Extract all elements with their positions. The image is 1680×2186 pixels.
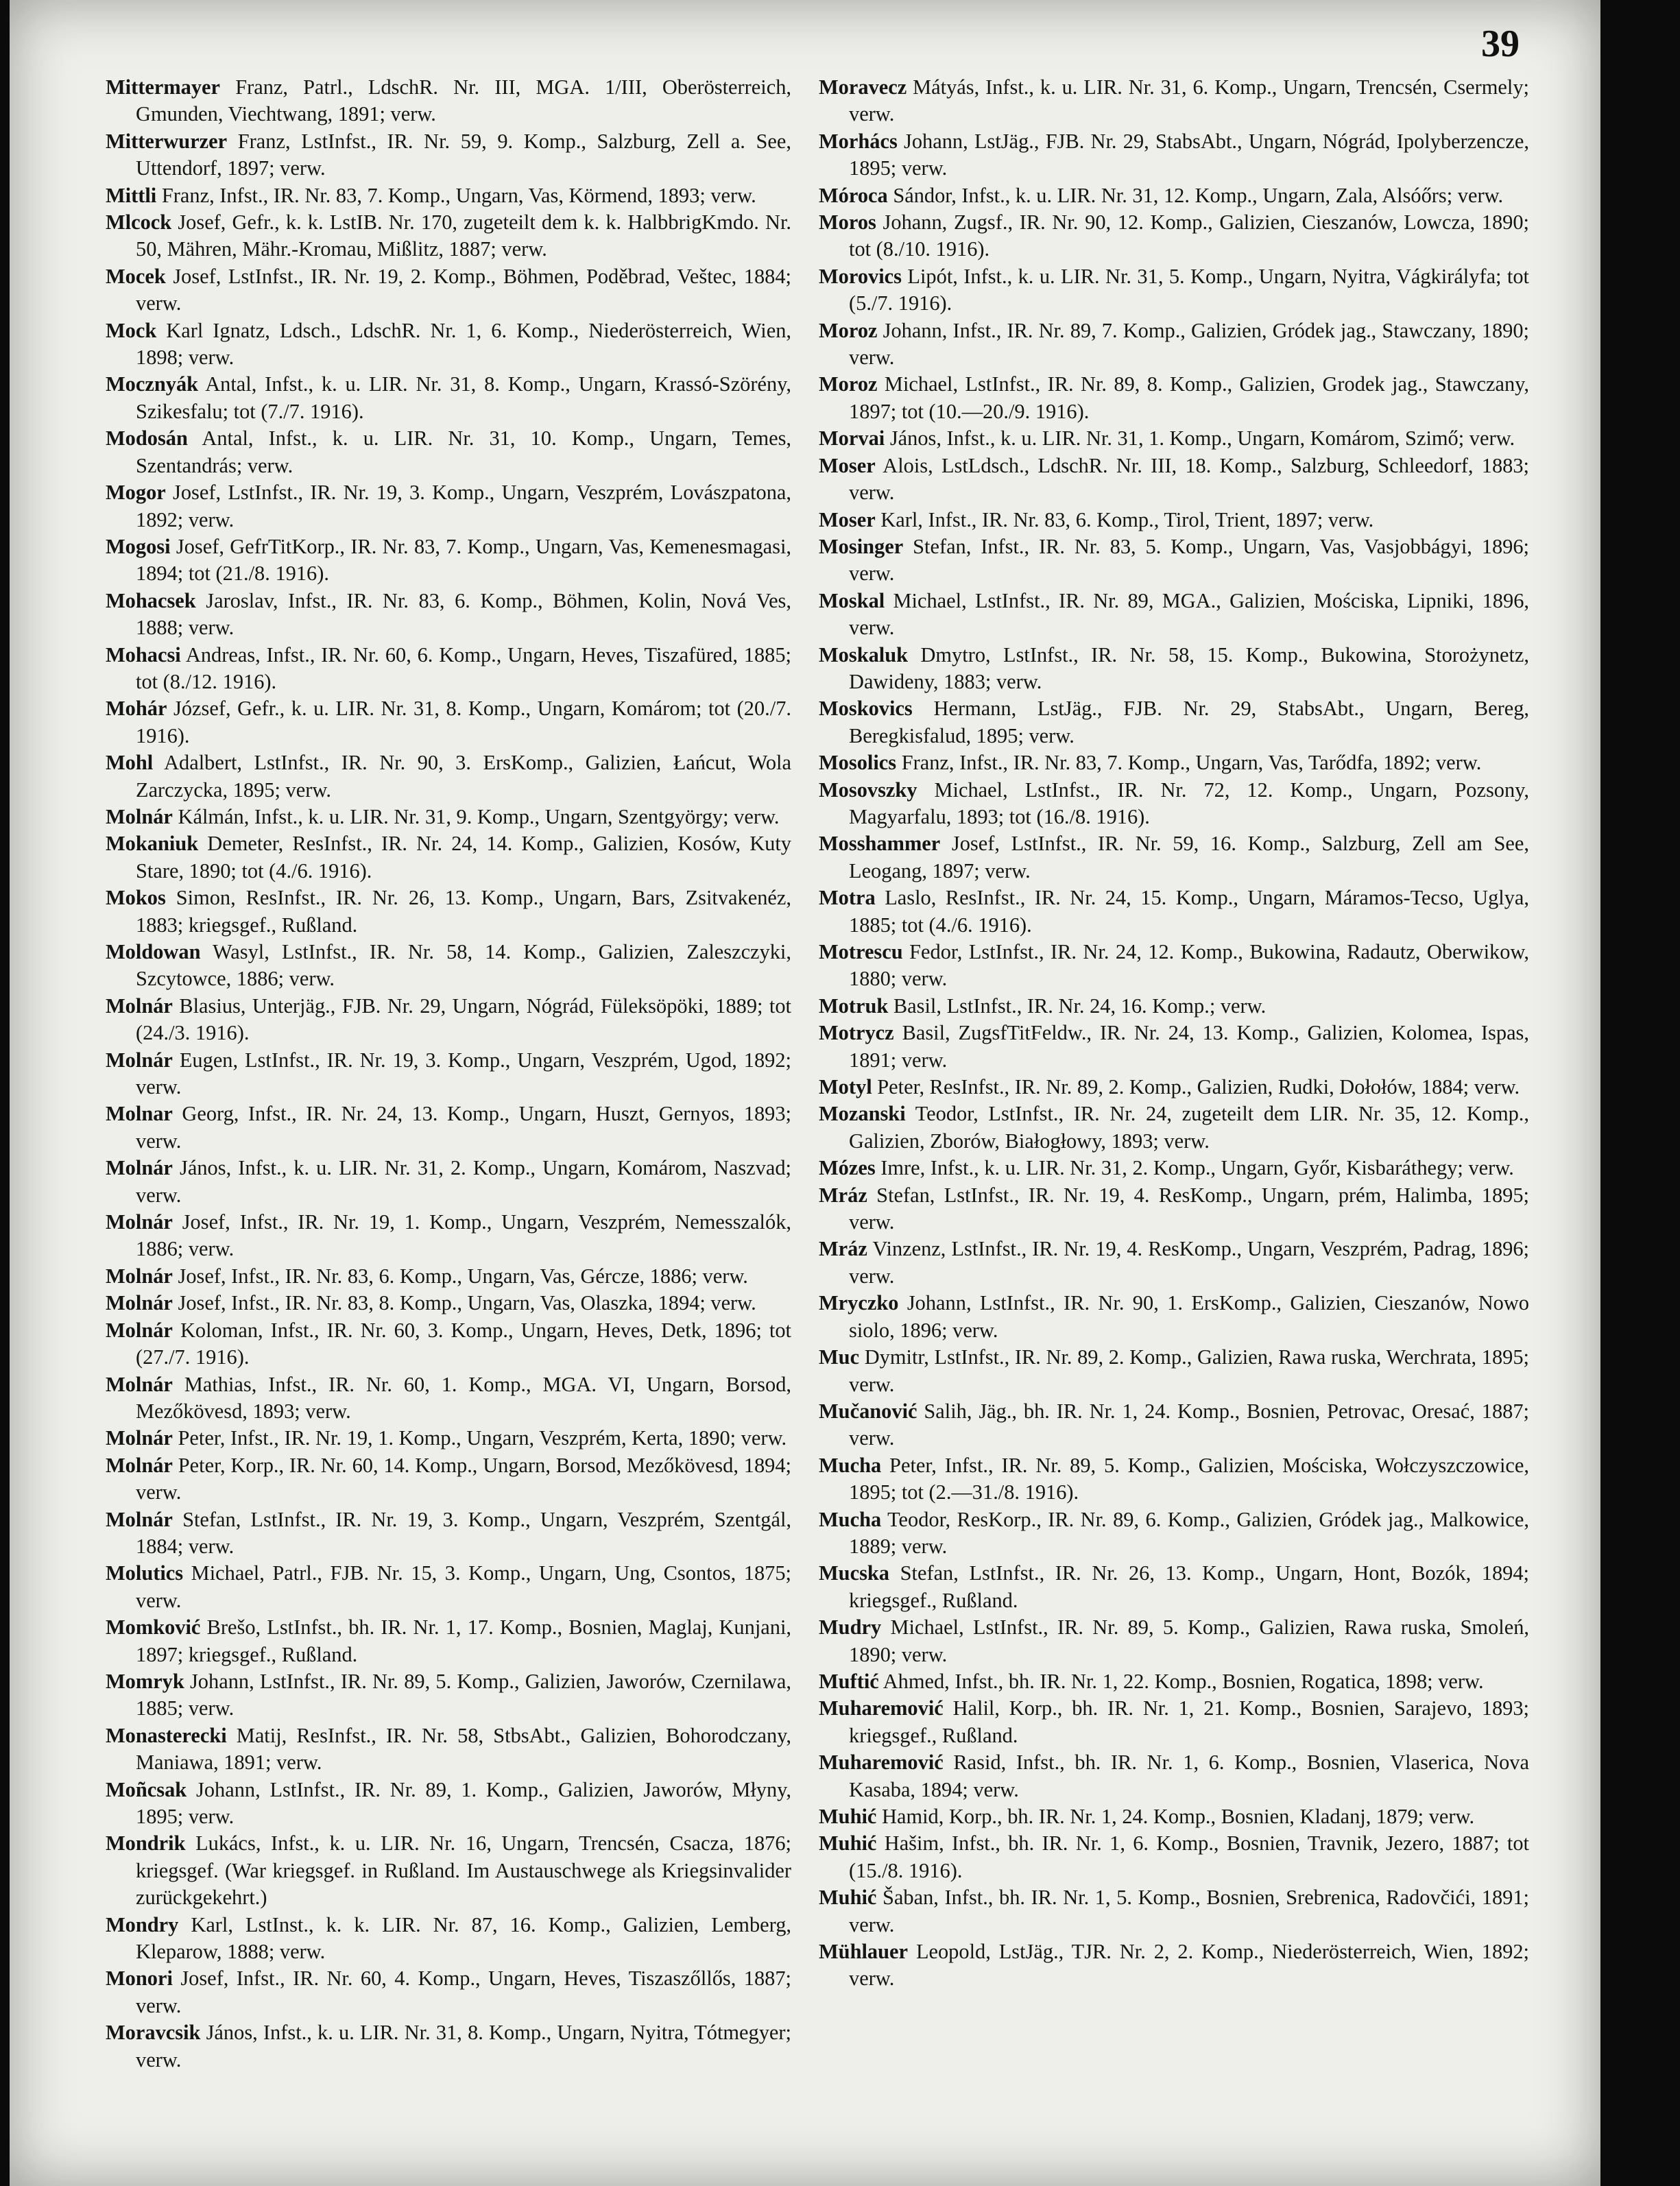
- list-entry: [819, 453, 1529, 507]
- list-entry: [106, 804, 791, 830]
- list-entry: [819, 695, 1529, 749]
- list-entry: [106, 1047, 791, 1101]
- entry-details: Josef, LstInfst., IR. Nr. 59, 16. Komp., Salzburg, Zell am See, Leogang, 1897; verw.: [849, 832, 1529, 882]
- entry-surname: Motyl: [819, 1075, 872, 1099]
- list-entry: [819, 1938, 1529, 1993]
- entry-details: Peter, Infst., IR. Nr. 89, 5. Komp., Galizien, Mościska, Wołczyszczowice, 1895; tot (2.—31./8. 1916).: [849, 1453, 1529, 1504]
- entry-details: Andreas, Infst., IR. Nr. 60, 6. Komp., Ungarn, Heves, Tiszafüred, 1885; tot (8./12. 1916).: [136, 642, 791, 693]
- list-entry: [106, 885, 791, 939]
- list-entry: [819, 128, 1529, 182]
- list-entry: [819, 1560, 1529, 1614]
- entry-surname: Mučanović: [819, 1399, 917, 1423]
- entry-details: Franz, Infst., IR. Nr. 83, 7. Komp., Ungarn, Vas, Körmend, 1893; verw.: [161, 183, 756, 207]
- list-entry: [819, 317, 1529, 372]
- entry-details: Josef, Infst., IR. Nr. 83, 6. Komp., Ungarn, Vas, Gércze, 1886; verw.: [178, 1264, 748, 1288]
- entry-details: Sándor, Infst., k. u. LIR. Nr. 31, 12. Komp., Ungarn, Zala, Alsóőrs; verw.: [893, 183, 1504, 207]
- entry-surname: Mlcock: [106, 211, 172, 235]
- list-entry: [106, 1722, 791, 1777]
- list-entry: [819, 1884, 1529, 1938]
- list-entry: [106, 1506, 791, 1561]
- entry-details: Josef, GefrTitKorp., IR. Nr. 83, 7. Komp., Ungarn, Vas, Kemenesmagasi, 1894; tot (21./8. 1916).: [136, 534, 791, 586]
- list-entry: [819, 885, 1529, 939]
- entry-details: Eugen, LstInfst., IR. Nr. 19, 3. Komp., Ungarn, Veszprém, Ugod, 1892; verw.: [136, 1048, 791, 1099]
- entry-surname: Moroz: [819, 318, 878, 342]
- entry-surname: Mittermayer: [106, 75, 221, 99]
- list-entry: [819, 1020, 1529, 1074]
- entry-surname: Molnar: [106, 1102, 173, 1126]
- entry-details: Michael, LstInfst., IR. Nr. 89, MGA., Galizien, Mościska, Lipniki, 1896, verw.: [849, 588, 1529, 640]
- entry-surname: Mogosi: [106, 534, 171, 558]
- list-entry: [819, 588, 1529, 642]
- entry-details: Johann, Infst., IR. Nr. 89, 7. Komp., Galizien, Gródek jag., Stawczany, 1890; verw.: [849, 318, 1529, 370]
- entry-surname: Mokaniuk: [106, 832, 199, 856]
- entry-details: Simon, ResInfst., IR. Nr. 26, 13. Komp., Ungarn, Bars, Zsitvakenéz, 1883; kriegsgef., Rußland.: [136, 886, 791, 937]
- list-entry: [819, 1830, 1529, 1884]
- list-entry: [106, 1101, 791, 1155]
- entry-surname: Molnár: [106, 1291, 173, 1315]
- list-entry: [106, 74, 791, 128]
- entry-surname: Mondrik: [106, 1831, 186, 1855]
- entry-details: Lipót, Infst., k. u. LIR. Nr. 31, 5. Komp., Ungarn, Nyitra, Vágkirályfa; tot (5./7. 1916).: [849, 264, 1529, 315]
- entry-details: Kálmán, Infst., k. u. LIR. Nr. 31, 9. Komp., Ungarn, Szentgyörgy; verw.: [178, 804, 780, 828]
- entry-details: Wasyl, LstInfst., IR. Nr. 58, 14. Komp., Galizien, Zaleszczyki, Szcytowce, 1886; verw.: [136, 940, 791, 991]
- entry-surname: Moskaluk: [819, 642, 909, 666]
- entry-details: Stefan, Infst., IR. Nr. 83, 5. Komp., Ungarn, Vas, Vasjobbágyi, 1896; verw.: [849, 534, 1529, 586]
- entry-details: Johann, LstInfst., IR. Nr. 90, 1. ErsKomp., Galizien, Cieszanów, Nowo siolo, 1896; verw.: [849, 1291, 1529, 1342]
- list-entry: [106, 588, 791, 642]
- entry-details: Adalbert, LstInfst., IR. Nr. 90, 3. ErsKomp., Galizien, Łańcut, Wola Zarczycka, 1895; verw.: [136, 751, 791, 802]
- entry-details: Michael, LstInfst., IR. Nr. 89, 5. Komp., Galizien, Rawa ruska, Smoleń, 1890; verw.: [849, 1616, 1529, 1666]
- list-entry: [819, 1101, 1529, 1155]
- entry-surname: Motruk: [819, 994, 889, 1018]
- entry-surname: Molnár: [106, 994, 173, 1018]
- entry-surname: Mózes: [819, 1156, 876, 1180]
- entry-details: Stefan, LstInfst., IR. Nr. 19, 3. Komp., Ungarn, Veszprém, Szentgál, 1884; verw.: [136, 1507, 791, 1558]
- entry-details: Josef, Infst., IR. Nr. 60, 4. Komp., Ungarn, Heves, Tiszaszőllős, 1887; verw.: [136, 1967, 791, 2017]
- entry-details: Johann, LstInfst., IR. Nr. 89, 5. Komp., Galizien, Jaworów, Czernilawa, 1885; verw.: [136, 1669, 791, 1720]
- list-entry: [106, 1263, 791, 1290]
- entry-surname: Molnár: [106, 1156, 173, 1180]
- list-entry: [819, 1668, 1529, 1695]
- entry-surname: Mühlauer: [819, 1940, 909, 1964]
- entry-surname: Mitterwurzer: [106, 129, 228, 153]
- entry-details: Antal, Infst., k. u. LIR. Nr. 31, 10. Komp., Ungarn, Temes, Szentandrás; verw.: [136, 427, 791, 477]
- entry-surname: Mosovszky: [819, 778, 917, 802]
- entry-surname: Momković: [106, 1616, 201, 1640]
- entry-details: Šaban, Infst., bh. IR. Nr. 1, 5. Komp., Bosnien, Srebrenica, Radovčići, 1891; verw.: [849, 1886, 1529, 1936]
- entry-surname: Molnár: [106, 1264, 173, 1288]
- entry-surname: Muhić: [819, 1831, 877, 1855]
- list-entry: [106, 1371, 791, 1426]
- entry-details: Jaroslav, Infst., IR. Nr. 83, 6. Komp., Böhmen, Kolin, Nová Ves, 1888; verw.: [136, 588, 791, 640]
- entry-details: Teodor, ResKorp., IR. Nr. 89, 6. Komp., Galizien, Gródek jag., Malkowice, 1889; verw.: [849, 1507, 1529, 1558]
- entry-details: Hermann, LstJäg., FJB. Nr. 29, StabsAbt., Ungarn, Bereg, Beregkisfalud, 1895; verw.: [849, 697, 1529, 747]
- entry-details: Michael, LstInfst., IR. Nr. 89, 8. Komp., Galizien, Grodek jag., Stawczany, 1897; tot (10.—20./9. 1916).: [849, 372, 1529, 423]
- list-entry: [106, 1912, 791, 1966]
- entry-surname: Mucha: [819, 1507, 882, 1531]
- list-entry: [106, 533, 791, 588]
- list-entry: [106, 1614, 791, 1668]
- entry-surname: Monori: [106, 1967, 173, 1991]
- entry-surname: Mráz: [819, 1237, 867, 1261]
- entry-details: Imre, Infst., k. u. LIR. Nr. 31, 2. Komp., Ungarn, Győr, Kisbaráthegy; verw.: [880, 1156, 1514, 1180]
- entry-surname: Mocek: [106, 264, 166, 288]
- list-entry: [819, 1803, 1529, 1830]
- list-entry: [106, 182, 791, 209]
- entry-details: Karl, LstInst., k. k. LIR. Nr. 87, 16. Komp., Galizien, Lemberg, Kleparow, 1888; verw.: [136, 1912, 791, 1964]
- entry-surname: Molnár: [106, 1210, 173, 1234]
- list-entry: [106, 371, 791, 425]
- list-entry: [819, 642, 1529, 696]
- list-entry: [106, 749, 791, 804]
- entry-details: Leopold, LstJäg., TJR. Nr. 2, 2. Komp., Niederösterreich, Wien, 1892; verw.: [849, 1940, 1529, 1991]
- list-entry: [819, 993, 1529, 1020]
- entry-details: Basil, ZugsfTitFeldw., IR. Nr. 24, 13. Komp., Galizien, Kolomea, Ispas, 1891; verw.: [849, 1021, 1529, 1072]
- entry-surname: Mohl: [106, 751, 154, 775]
- entry-surname: Morvai: [819, 427, 885, 451]
- entry-surname: Moravcsik: [106, 2021, 201, 2045]
- list-entry: [106, 1209, 791, 1263]
- entry-details: Johann, Zugsf., IR. Nr. 90, 12. Komp., Galizien, Cieszanów, Lowcza, 1890; tot (8./10. 1916).: [849, 211, 1529, 261]
- entry-details: Dmytro, LstInfst., IR. Nr. 58, 15. Komp., Bukowina, Storożynetz, Dawideny, 1883; verw.: [849, 642, 1529, 693]
- entry-surname: Mohár: [106, 697, 167, 721]
- list-entry: [106, 128, 791, 182]
- entry-surname: Moser: [819, 453, 876, 477]
- list-entry: [106, 1290, 791, 1317]
- entry-surname: Moroz: [819, 372, 878, 396]
- entry-surname: Molnár: [106, 1426, 173, 1450]
- entry-surname: Mryczko: [819, 1291, 899, 1315]
- entry-surname: Muharemović: [819, 1696, 944, 1720]
- list-entry: [106, 425, 791, 479]
- entry-surname: Modosán: [106, 427, 188, 451]
- entry-details: Koloman, Infst., IR. Nr. 60, 3. Komp., Ungarn, Heves, Detk, 1896; tot (27./7. 1916).: [136, 1318, 791, 1369]
- entry-details: Vinzenz, LstInfst., IR. Nr. 19, 4. ResKomp., Ungarn, Veszprém, Padrag, 1896; verw.: [849, 1237, 1529, 1288]
- list-entry: [819, 1344, 1529, 1398]
- entry-surname: Mogor: [106, 481, 166, 505]
- entry-surname: Molnár: [106, 1507, 173, 1531]
- list-entry: [106, 642, 791, 696]
- entry-details: Josef, Infst., IR. Nr. 83, 8. Komp., Ungarn, Vas, Olaszka, 1894; verw.: [178, 1291, 756, 1315]
- entry-surname: Molnár: [106, 804, 173, 828]
- entry-details: Stefan, LstInfst., IR. Nr. 19, 4. ResKomp., Ungarn, prém, Halimba, 1895; verw.: [849, 1183, 1529, 1234]
- entry-surname: Motrescu: [819, 940, 903, 963]
- entry-surname: Moser: [819, 507, 876, 531]
- entry-details: Lukács, Infst., k. u. LIR. Nr. 16, Ungarn, Trencsén, Csacza, 1876; kriegsgef. (War kriegsgef. in Rußland. Im Austauschwege als Kriegsinvalider zurückgekehrt.): [136, 1831, 791, 1910]
- entry-details: Georg, Infst., IR. Nr. 24, 13. Komp., Ungarn, Huszt, Gernyos, 1893; verw.: [136, 1102, 791, 1153]
- entry-surname: Moldowan: [106, 940, 201, 963]
- list-entry: [106, 1317, 791, 1371]
- list-entry: [106, 695, 791, 749]
- entry-surname: Mosolics: [819, 751, 897, 775]
- entry-surname: Moskal: [819, 588, 885, 612]
- entry-surname: Mucha: [819, 1453, 882, 1477]
- list-entry: [106, 1777, 791, 1831]
- entry-surname: Motra: [819, 886, 876, 910]
- left-column: [106, 74, 791, 2165]
- entry-surname: Mucska: [819, 1561, 889, 1585]
- entry-details: Matij, ResInfst., IR. Nr. 58, StbsAbt., Galizien, Bohorodczany, Maniawa, 1891; verw.: [136, 1723, 791, 1775]
- list-entry: [106, 830, 791, 885]
- list-entry: [106, 1452, 791, 1506]
- list-entry: [819, 1182, 1529, 1236]
- entry-details: Josef, LstInfst., IR. Nr. 19, 3. Komp., Ungarn, Veszprém, Lovászpatona, 1892; verw.: [136, 481, 791, 531]
- list-entry: [819, 507, 1529, 533]
- list-entry: [819, 182, 1529, 209]
- entry-details: János, Infst., k. u. LIR. Nr. 31, 8. Komp., Ungarn, Nyitra, Tótmegyer; verw.: [136, 2021, 791, 2071]
- list-entry: [106, 479, 791, 533]
- entry-details: Dymitr, LstInfst., IR. Nr. 89, 2. Komp., Galizien, Rawa ruska, Werchrata, 1895; verw.: [849, 1345, 1529, 1396]
- entry-surname: Mosinger: [819, 534, 904, 558]
- entry-surname: Mudry: [819, 1616, 882, 1640]
- list-entry: [819, 939, 1529, 993]
- list-entry: [819, 425, 1529, 452]
- entry-surname: Muhić: [819, 1805, 877, 1828]
- entry-details: Rasid, Infst., bh. IR. Nr. 1, 6. Komp., Bosnien, Vlaserica, Nova Kasaba, 1894; verw.: [849, 1751, 1529, 1801]
- entry-surname: Muc: [819, 1345, 860, 1369]
- entry-surname: Moros: [819, 211, 876, 235]
- right-column: [819, 74, 1529, 2165]
- list-entry: [106, 1668, 791, 1722]
- entry-details: Halil, Korp., bh. IR. Nr. 1, 21. Komp., Bosnien, Sarajevo, 1893; kriegsgef., Rußland.: [849, 1696, 1529, 1747]
- list-entry: [819, 749, 1529, 776]
- entry-details: Fedor, LstInfst., IR. Nr. 24, 12. Komp., Bukowina, Radautz, Oberwikow, 1880; verw.: [849, 940, 1529, 991]
- entry-details: Salih, Jäg., bh. IR. Nr. 1, 24. Komp., Bosnien, Petrovac, Oresać, 1887; verw.: [849, 1399, 1529, 1450]
- entry-details: János, Infst., k. u. LIR. Nr. 31, 2. Komp., Ungarn, Komárom, Naszvad; verw.: [136, 1156, 791, 1207]
- list-entry: [106, 1830, 791, 1911]
- list-entry: [106, 1425, 791, 1452]
- entry-details: Teodor, LstInfst., IR. Nr. 24, zugeteilt dem LIR. Nr. 35, 12. Komp., Galizien, Zborów, Białogłowy, 1893; verw.: [849, 1102, 1529, 1153]
- entry-surname: Moskovics: [819, 697, 913, 721]
- entry-surname: Motrycz: [819, 1021, 894, 1045]
- entry-surname: Mohacsek: [106, 588, 196, 612]
- entry-details: Johann, LstInfst., IR. Nr. 89, 1. Komp., Galizien, Jaworów, Młyny, 1895; verw.: [136, 1777, 791, 1828]
- entry-details: József, Gefr., k. u. LIR. Nr. 31, 8. Komp., Ungarn, Komárom; tot (20./7. 1916).: [136, 697, 791, 747]
- list-entry: [106, 993, 791, 1047]
- entry-details: János, Infst., k. u. LIR. Nr. 31, 1. Komp., Ungarn, Komárom, Szimő; verw.: [889, 427, 1515, 451]
- entry-details: Michael, Patrl., FJB. Nr. 15, 3. Komp., Ungarn, Ung, Csontos, 1875; verw.: [136, 1561, 791, 1612]
- list-entry: [819, 74, 1529, 128]
- entry-surname: Molnár: [106, 1048, 173, 1072]
- entry-surname: Molnár: [106, 1453, 173, 1477]
- list-entry: [106, 1155, 791, 1209]
- list-entry: [819, 777, 1529, 831]
- list-entry: [106, 939, 791, 993]
- list-entry: [106, 317, 791, 372]
- list-entry: [819, 1452, 1529, 1506]
- entry-details: Johann, LstJäg., FJB. Nr. 29, StabsAbt., Ungarn, Nógrád, Ipolyberzencze, 1895; verw.: [849, 129, 1529, 180]
- entry-surname: Morhács: [819, 129, 898, 153]
- entry-surname: Molnár: [106, 1318, 173, 1342]
- entry-surname: Mosshammer: [819, 832, 941, 856]
- entry-surname: Mondry: [106, 1912, 179, 1936]
- list-entry: [819, 209, 1529, 263]
- list-entry: [819, 1506, 1529, 1561]
- list-entry: [819, 371, 1529, 425]
- entry-details: Demeter, ResInfst., IR. Nr. 24, 14. Komp., Galizien, Kosów, Kuty Stare, 1890; tot (4./6. 1916).: [136, 832, 791, 882]
- entry-surname: Moñcsak: [106, 1777, 187, 1801]
- entry-surname: Mittli: [106, 183, 157, 207]
- entry-surname: Mock: [106, 318, 157, 342]
- page-number: 39: [1481, 23, 1520, 65]
- entry-details: Josef, LstInfst., IR. Nr. 19, 2. Komp., Böhmen, Poděbrad, Veštec, 1884; verw.: [136, 264, 791, 315]
- entry-details: Peter, ResInfst., IR. Nr. 89, 2. Komp., Galizien, Rudki, Dołołów, 1884; verw.: [877, 1075, 1520, 1099]
- entry-details: Josef, Infst., IR. Nr. 19, 1. Komp., Ungarn, Veszprém, Nemesszalók, 1886; verw.: [136, 1210, 791, 1261]
- entry-details: Basil, LstInfst., IR. Nr. 24, 16. Komp.; verw.: [893, 994, 1267, 1018]
- list-entry: [819, 533, 1529, 588]
- entry-details: Karl, Infst., IR. Nr. 83, 6. Komp., Tirol, Trient, 1897; verw.: [880, 507, 1374, 531]
- entry-details: Brešo, LstInfst., bh. IR. Nr. 1, 17. Komp., Bosnien, Maglaj, Kunjani, 1897; kriegsgef., Rußland.: [136, 1616, 791, 1666]
- entry-surname: Moravecz: [819, 75, 907, 99]
- list-entry: [819, 1614, 1529, 1668]
- entry-details: Ahmed, Infst., bh. IR. Nr. 1, 22. Komp., Bosnien, Rogatica, 1898; verw.: [883, 1669, 1484, 1693]
- entry-details: Franz, Patrl., LdschR. Nr. III, MGA. 1/III, Oberösterreich, Gmunden, Viechtwang, 1891; verw.: [136, 75, 791, 126]
- entry-details: Michael, LstInfst., IR. Nr. 72, 12. Komp., Ungarn, Pozsony, Magyarfalu, 1893; tot (16./8. 1916).: [849, 778, 1529, 828]
- list-entry: [106, 1560, 791, 1614]
- list-entry: [819, 1749, 1529, 1803]
- list-entry: [106, 209, 791, 263]
- entry-details: Laslo, ResInfst., IR. Nr. 24, 15. Komp., Ungarn, Máramos-Tecso, Uglya, 1885; tot (4./6. 1916).: [849, 886, 1529, 937]
- entry-surname: Mocznyák: [106, 372, 199, 396]
- list-entry: [106, 263, 791, 317]
- list-entry: [819, 830, 1529, 885]
- entry-details: Karl Ignatz, Ldsch., LdschR. Nr. 1, 6. Komp., Niederösterreich, Wien, 1898; verw.: [136, 318, 791, 370]
- entry-details: Stefan, LstInfst., IR. Nr. 26, 13. Komp., Ungarn, Hont, Bozók, 1894; kriegsgef., Rußland.: [849, 1561, 1529, 1612]
- list-entry: [106, 2019, 791, 2074]
- list-entry: [819, 1074, 1529, 1101]
- entry-details: Alois, LstLdsch., LdschR. Nr. III, 18. Komp., Salzburg, Schleedorf, 1883; verw.: [849, 453, 1529, 505]
- entry-details: Hašim, Infst., bh. IR. Nr. 1, 6. Komp., Bosnien, Travnik, Jezero, 1887; tot (15./8. 1916).: [849, 1831, 1529, 1882]
- entry-details: Blasius, Unterjäg., FJB. Nr. 29, Ungarn, Nógrád, Füleksöpöki, 1889; tot (24./3. 1916).: [136, 994, 791, 1045]
- list-entry: [819, 1155, 1529, 1181]
- list-entry: [819, 263, 1529, 317]
- entry-details: Franz, Infst., IR. Nr. 83, 7. Komp., Ungarn, Vas, Tarődfa, 1892; verw.: [901, 751, 1482, 775]
- entry-surname: Mráz: [819, 1183, 867, 1207]
- entry-surname: Muhić: [819, 1886, 877, 1910]
- entry-surname: Mokos: [106, 886, 166, 910]
- list-entry: [106, 1965, 791, 2019]
- entry-surname: Muharemović: [819, 1751, 944, 1775]
- entry-surname: Monasterecki: [106, 1723, 227, 1747]
- entry-surname: Mozanski: [819, 1102, 906, 1126]
- entry-surname: Momryk: [106, 1669, 184, 1693]
- entry-surname: Molutics: [106, 1561, 184, 1585]
- list-entry: [819, 1398, 1529, 1452]
- entry-details: Josef, Gefr., k. k. LstIB. Nr. 170, zugeteilt dem k. k. HalbbrigKmdo. Nr. 50, Mähren, Mähr.-Kromau, Mißlitz, 1887; verw.: [136, 211, 791, 261]
- entry-details: Franz, LstInfst., IR. Nr. 59, 9. Komp., Salzburg, Zell a. See, Uttendorf, 1897; verw.: [136, 129, 791, 180]
- entry-details: Hamid, Korp., bh. IR. Nr. 1, 24. Komp., Bosnien, Kladanj, 1879; verw.: [882, 1805, 1475, 1828]
- list-entry: [819, 1236, 1529, 1290]
- entry-details: Peter, Korp., IR. Nr. 60, 14. Komp., Ungarn, Borsod, Mezőkövesd, 1894; verw.: [136, 1453, 791, 1504]
- entry-details: Mátyás, Infst., k. u. LIR. Nr. 31, 6. Komp., Ungarn, Trencsén, Csermely; verw.: [849, 75, 1529, 126]
- entry-details: Peter, Infst., IR. Nr. 19, 1. Komp., Ungarn, Veszprém, Kerta, 1890; verw.: [178, 1426, 787, 1450]
- document-page: [10, 0, 1600, 2186]
- entry-surname: Muftić: [819, 1669, 879, 1693]
- entry-surname: Móroca: [819, 183, 888, 207]
- list-entry: [819, 1290, 1529, 1344]
- entry-details: Antal, Infst., k. u. LIR. Nr. 31, 8. Komp., Ungarn, Krassó-Szörény, Szikesfalu; tot (7./7. 1916).: [136, 372, 791, 423]
- entry-surname: Mohacsi: [106, 642, 181, 666]
- entry-details: Mathias, Infst., IR. Nr. 60, 1. Komp., MGA. VI, Ungarn, Borsod, Mezőkövesd, 1893; verw.: [136, 1372, 791, 1423]
- entry-surname: Molnár: [106, 1372, 173, 1396]
- list-entry: [819, 1695, 1529, 1749]
- entry-surname: Morovics: [819, 264, 902, 288]
